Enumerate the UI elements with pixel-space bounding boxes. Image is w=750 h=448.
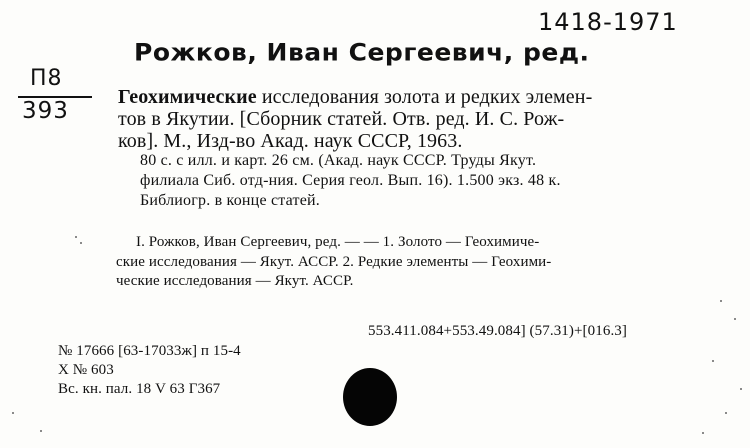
ink-speck (725, 412, 727, 414)
classification-index: 553.411.084+553.49.084] (57.31)+[016.3] (368, 323, 627, 339)
entry-line-5: филиала Сиб. отд-ния. Серия геол. Вып. 16). 1.500 экз. 48 к. (140, 172, 561, 189)
tracing-line-1: I. Рожков, Иван Сергеевич, ред. — — 1. Золото — Геохимиче- (136, 234, 540, 250)
entry-line-1 (118, 86, 592, 109)
entry-line-2: тов в Якутии. [Сборник статей. Отв. ред. И. С. Рож- (118, 108, 565, 130)
footer-line-3: Вс. кн. пал. 18 V 63 Г367 (58, 381, 221, 397)
handwritten-heading: Рожков, Иван Сергеевич, ред. (134, 38, 590, 67)
ink-speck (712, 360, 714, 362)
footer-line-2: Х № 603 (58, 362, 114, 378)
entry-line-4: 80 с. с илл. и карт. 26 см. (Акад. наук СССР. Труды Якут. (140, 152, 537, 169)
entry-line-3: ков]. М., Изд-во Акад. наук СССР, 1963. (118, 130, 463, 152)
ink-speck (702, 432, 704, 434)
tracing-line-2: ские исследования — Якут. АССР. 2. Редкие элементы — Геохими- (116, 254, 552, 270)
entry-line-1-rest: исследования золота и редких элемен- (256, 86, 593, 108)
handwritten-number: 1418-1971 (538, 8, 678, 36)
entry-title-word: Геохимические (118, 86, 257, 108)
shelf-mark-top: П8 (30, 66, 63, 91)
ink-speck (75, 236, 77, 238)
footer-line-1: № 17666 [63-17033ж] п 15-4 (58, 343, 241, 359)
punch-hole (343, 368, 397, 426)
tracing-line-3: ческие исследования — Якут. АССР. (116, 273, 354, 289)
entry-line-6: Библиогр. в конце статей. (140, 192, 320, 209)
ink-speck (12, 412, 14, 414)
ink-speck (734, 318, 736, 320)
ink-speck (720, 300, 722, 302)
ink-speck (740, 388, 742, 390)
shelf-mark-bottom: 393 (22, 98, 69, 124)
ink-speck (40, 430, 42, 432)
ink-speck (80, 242, 82, 244)
